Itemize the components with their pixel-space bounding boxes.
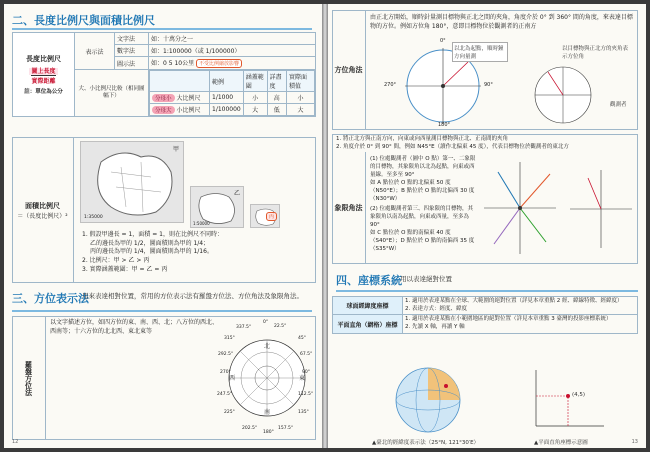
map-scale-jia: 1:35000 (84, 215, 103, 220)
section-4-title: 四、座標系統 (336, 274, 402, 287)
compare-table-cell (149, 70, 316, 117)
grid-point-label: (4,5) (572, 392, 586, 398)
compare-label: 大、小比例尺比較（相同圖幅下） (75, 70, 149, 117)
map-label-jia: 甲 (172, 146, 179, 153)
map-label-bing: 丙 (266, 212, 277, 221)
section-3-desc: 用來表達相對位置，常用的方位表示法有羅盤方位法、方位角法及象限角法。 (82, 292, 303, 300)
tag-large-denominator: 分母大 (152, 106, 175, 114)
compass-degree-labels: 0° 22.5° 337.5° 315° 45° 67.5° 292.5° 270° 90° 247.5° 112.5° 225° 135° 202.5° 180° 157.5° (217, 320, 314, 435)
azimuth-ticks: 0° 90° 180° 270° (384, 38, 493, 128)
map-jia (80, 141, 184, 223)
repr-text-val: 如：十萬分之一 (149, 33, 316, 45)
quadrant-label: 象限角法 (332, 152, 366, 264)
globe-diagram (388, 364, 468, 436)
section-2-title: 二、長度比例尺與面積比例尺 (12, 14, 155, 27)
map-scale-yi: 1:50000 (193, 221, 210, 226)
globe-caption: ▲臺北的經緯度表示法（25°N, 121°30′E） (372, 440, 480, 446)
azimuth-desc: 由正北方開始，順時針量測目標物與正北之間的夾角，角度介於 0° 到 360° 間的角度，來表達目標物的方位。例如方位角 180°，意即目標物位於觀測者的正南方 (370, 14, 633, 30)
azimuth-label: 方位角法 (332, 10, 366, 130)
coordinate-table (332, 296, 638, 334)
compass-label: 羅盤方位法 (12, 316, 46, 440)
compare-table (149, 70, 315, 116)
compare-head-example: 範例 (210, 71, 244, 92)
azimuth-diagram-2 (528, 62, 598, 128)
length-scale-cell: 長度比例尺 圖上長度 實際距離 註：單位為公分 (13, 33, 75, 117)
repr-badge: 不受比例縮放影響 (196, 59, 242, 68)
formula-bottom: 實際距離 (31, 75, 55, 85)
tag-small-denominator: 分母小 (152, 94, 175, 102)
left-page-number: 12 (12, 439, 19, 445)
repr-graph-key: 圖示法 (115, 57, 149, 70)
length-note: 註：單位為公分 (24, 89, 63, 95)
repr-num-key: 數字法 (115, 45, 149, 57)
grid-diagram (528, 366, 608, 434)
formula-top: 圖上長度 (31, 68, 56, 75)
coord-row-grid: 平面直角（網格）座標 1. 適用於表達某點在小範圍地區的絕對位置（詳見本章重點 3 臺灣的投影座標系統） 2. 先讀 X 軸，再讀 Y 軸 (333, 315, 638, 333)
area-scale-label: 面積比例尺 (25, 201, 60, 210)
compare-row-large: 分母小 大比例尺 1/1000 小 高 小 (150, 92, 315, 104)
quadrant-items: (1) 位處觀測者（圖中 O 點）第一、二象限的目標物，其象限角以北為起點，向東或西量線。至多至 90° 如 A 點位於 O 點的北偏東 50 度（N50°E）；B 點位於 O 點的北偏西 30 度（N30°W） (2) 位處觀測者第三、四象限的目標物，其象限角以南為起點，向東或西量，至多為 90° 如 C 點位於 O 點的南偏東 40 度（S40°E）；D 點位於 O 點的南偏西 35 度（S35°W） (370, 156, 476, 252)
coord-row-sphere: 球面經緯度座標 1. 適用於表達某點在全球、大範圍的絕對位置（詳見本章重點 2 經、緯線特徵、經緯度） 2. 表達方式：經度、緯度 (333, 297, 638, 315)
area-notes: 1. 假設甲邊長 = 1，面積 = 1，則在比例尺不同時： 乙的邊長為甲的 1/2，圖面積則為甲的 1/4； 丙的邊長為甲的 1/4，圖面積則為甲的 1/16。 2. 比例尺：甲 > 乙 > 丙 3. 實際涵蓋範圍：甲 = 乙 = 丙 (82, 231, 223, 273)
map-label-yi: 乙 (233, 190, 240, 197)
map-yi (190, 186, 244, 228)
map-jia-graphic (81, 142, 185, 224)
compare-head-area: 實際面積值 (287, 71, 315, 92)
area-scale-label-cell (12, 137, 74, 283)
section-3-rule (12, 310, 312, 312)
compass-s-label: 南 (263, 409, 271, 416)
section-3-title: 三、方位表示法 (12, 292, 89, 305)
quadrant-head: 1. 將正北方與正南方向，向東或向西量測目標物與正北、正南間的夾角 2. 角度介於 0° 到 90° 間，例如 N45°E（讀作北偏東 45 度），代表目標物位於觀測者的東北方 (336, 136, 569, 150)
length-scale-table (12, 32, 316, 117)
repr-text-key: 文字法 (115, 33, 149, 45)
section-4-desc: 用以表達絕對位置 (400, 275, 452, 283)
area-formula: ＝（長度比例尺）² (17, 212, 68, 220)
compass-desc: 以文字描述方位，如四方位的東、南、西、北；八方位的西北、西南等；十六方位的北北西、東北東等 (50, 319, 219, 335)
azimuth-callout-2: 以目標物與正北方的夾角表示方位角 (562, 46, 629, 60)
repr-label: 表示法 (75, 33, 115, 70)
grid-caption: ▲平面直角座標示意圖 (534, 440, 588, 446)
repr-graph-val: 如：0 5 10公里 不受比例縮放影響 (149, 57, 316, 70)
right-page (328, 4, 646, 448)
section-2-rule (12, 28, 312, 30)
azimuth-callout-1: 以北為起點，順時鐘方向量測 (452, 42, 508, 62)
repr-num-val: 如：1:100000（或 1/100000） (149, 45, 316, 57)
left-page (4, 4, 322, 448)
compare-head-detail: 詳盡度 (267, 71, 287, 92)
compass-n-label: 北 (263, 343, 271, 350)
right-page-number: 13 (631, 439, 638, 445)
compare-head-coverage: 涵蓋範圍 (243, 71, 267, 92)
azimuth-observer: 觀測者 (610, 102, 627, 108)
compass-w-label: 西 (228, 375, 236, 382)
quadrant-diagram (480, 156, 560, 260)
section-4-rule (336, 290, 638, 292)
compass-e-label: 東 (298, 375, 306, 382)
compare-row-small: 分母大 小比例尺 1/100000 大 低 大 (150, 104, 315, 116)
quadrant-diagram-2 (566, 164, 636, 254)
